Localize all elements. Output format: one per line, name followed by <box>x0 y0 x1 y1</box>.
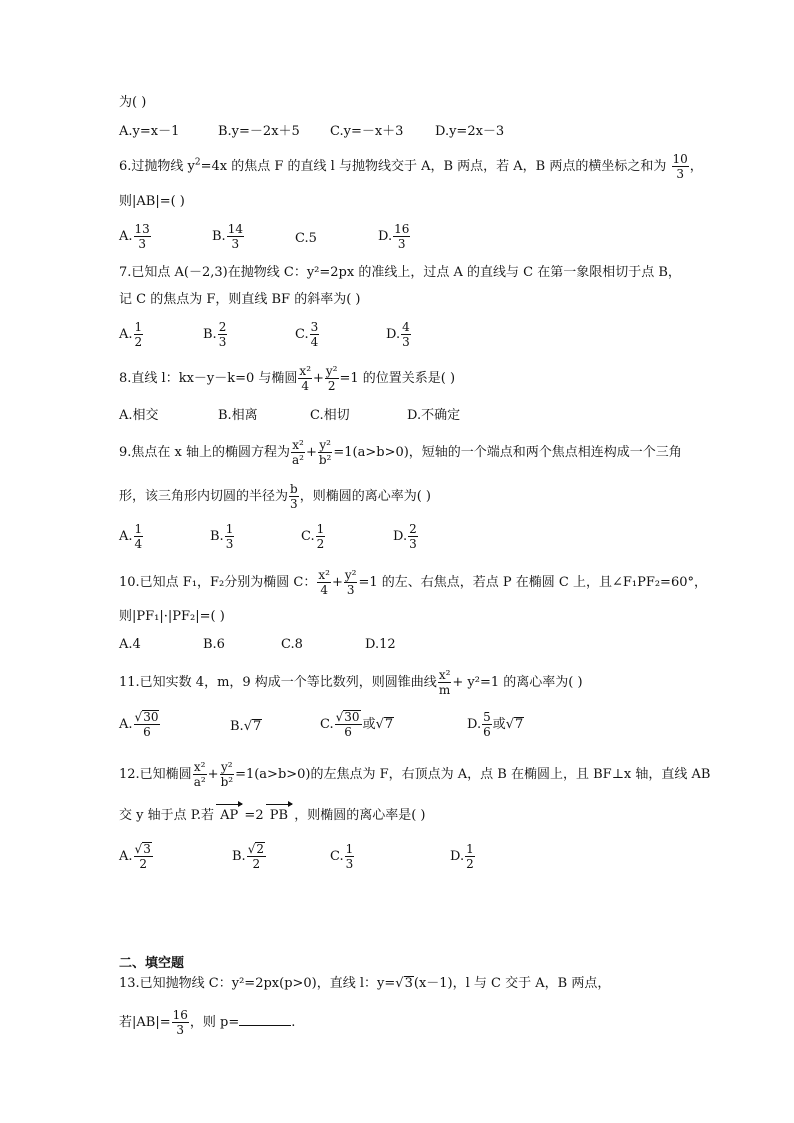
vector-ap: AP <box>220 804 238 825</box>
q5-option-b: B.y=－2x＋5 <box>218 124 300 139</box>
q6-option-b: B. $\frac{14}{3}$ <box>212 222 243 251</box>
q6-line2: 则|AB|=( ) <box>119 194 185 209</box>
q5-option-d: D.y=2x－3 <box>435 124 505 139</box>
q12-line2: 交 y 轴于点 P.若 AP =2 PB ，则椭圆的离心率是( ) <box>119 804 425 825</box>
q12-option-c: C. $\frac{1}{3}$ <box>330 842 354 871</box>
q12-option-d: D. $\frac{1}{2}$ <box>450 842 474 871</box>
q9-option-b: B. $\frac{1}{3}$ <box>210 522 234 551</box>
q7-option-a: A. $\frac{1}{2}$ <box>119 320 143 349</box>
q6-option-c: C.5 <box>295 231 317 246</box>
q5-option-a: A.y=x－1 <box>119 124 180 139</box>
q11-option-a: A. $\frac{√30}{6}$ <box>119 710 159 739</box>
q8-option-b: B.相离 <box>218 408 258 423</box>
answer-blank[interactable] <box>239 1013 291 1026</box>
q10-option-a: A.4 <box>119 637 141 652</box>
q8-option-a: A.相交 <box>119 408 159 423</box>
q10-option-d: D.12 <box>365 637 396 652</box>
q11-stem: 11.已知实数 4，m，9 构成一个等比数列，则圆锥曲线 $\frac{\text{x²}}{m}$ + y²=1 的离心率为( ) <box>119 668 583 697</box>
section-title-fill-in: 二、填空题 <box>119 956 185 971</box>
q7-line1: 7.已知点 A(－2,3)在抛物线 C：y²=2px 的准线上，过点 A 的直线与 C 在第一象限相切于点 B， <box>119 265 681 280</box>
q7-option-c: C. $\frac{3}{4}$ <box>295 320 319 349</box>
q13-line1: 13.已知抛物线 C：y²=2px(p>0)，直线 l：y=√3(x－1)，l 与 C 交于 A，B 两点， <box>119 976 611 991</box>
q6-stem: 6.过抛物线 $y^2=4x$ 的焦点 F 的直线 l 与抛物线交于 A，B 两点，若 A，B 两点的横坐标之和为 $\frac{10}{3}$ ， <box>119 152 703 181</box>
q5-option-c: C.y=－x＋3 <box>330 124 404 139</box>
q11-option-c: C. $\frac{√30}{6}$ 或√7 <box>320 710 394 739</box>
q7-option-d: D. $\frac{4}{3}$ <box>386 320 410 349</box>
q8-option-c: C.相切 <box>310 408 350 423</box>
q5-tail: 为( ) <box>119 95 147 110</box>
q9-option-a: A. $\frac{1}{4}$ <box>119 522 143 551</box>
q9-line2: 形，该三角形内切圆的半径为 $\frac{b}{3}$ ，则椭圆的离心率为( ) <box>119 482 431 511</box>
q12-option-a: A. $\frac{√3}{2}$ <box>119 842 151 871</box>
q9-stem: 9.焦点在 x 轴上的椭圆方程为 $\frac{\text{x²}}{\text{a²}}$ + $\frac{\text{y²}}{\text{b²}}$ =1(a>b>0)，短轴的一个端点和两个焦点相连构成一个三角 <box>119 438 682 467</box>
q7-option-b: B. $\frac{2}{3}$ <box>203 320 227 349</box>
q8-option-d: D.不确定 <box>407 408 461 423</box>
q11-option-b: B.√7 <box>230 719 262 734</box>
q10-option-c: C.8 <box>281 637 303 652</box>
q11-option-d: D. $\frac{5}{6}$ 或√7 <box>467 710 524 739</box>
q9-option-d: D. $\frac{2}{3}$ <box>393 522 417 551</box>
q6-option-a: A. $\frac{13}{3}$ <box>119 222 150 251</box>
q6-option-d: D. $\frac{16}{3}$ <box>378 222 410 251</box>
q10-option-b: B.6 <box>203 637 225 652</box>
q10-stem: 10.已知点 F₁，F₂分别为椭圆 C： $\frac{\text{x²}}{4}$ + $\frac{\text{y²}}{3}$ =1 的左、右焦点，若点 P 在椭圆 C 上，且∠F₁PF₂=60°， <box>119 568 707 597</box>
q10-line2: 则|PF₁|·|PF₂|=( ) <box>119 609 225 624</box>
q12-stem: 12.已知椭圆 $\frac{\text{x²}}{\text{a²}}$ + $\frac{\text{y²}}{\text{b²}}$ =1(a>b>0)的左焦点为 F，右顶点为 A，点 B 在椭圆上，且 BF⊥x 轴，直线 AB <box>119 760 711 789</box>
q6-fraction: $\frac{10}{3}$ <box>672 152 688 181</box>
q7-line2: 记 C 的焦点为 F，则直线 BF 的斜率为( ) <box>119 292 361 307</box>
vector-pb: PB <box>270 804 288 825</box>
q9-option-c: C. $\frac{1}{2}$ <box>301 522 325 551</box>
q12-option-b: B. $\frac{√2}{2}$ <box>232 842 264 871</box>
q13-line2: 若|AB|= $\frac{16}{3}$ ，则 p= . <box>119 1008 296 1037</box>
q8-stem: 8.直线 l：kx－y－k=0 与椭圆 $\frac{\text{x²}}{4}$ + $\frac{\text{y²}}{2}$ =1 的位置关系是( ) <box>119 364 456 393</box>
